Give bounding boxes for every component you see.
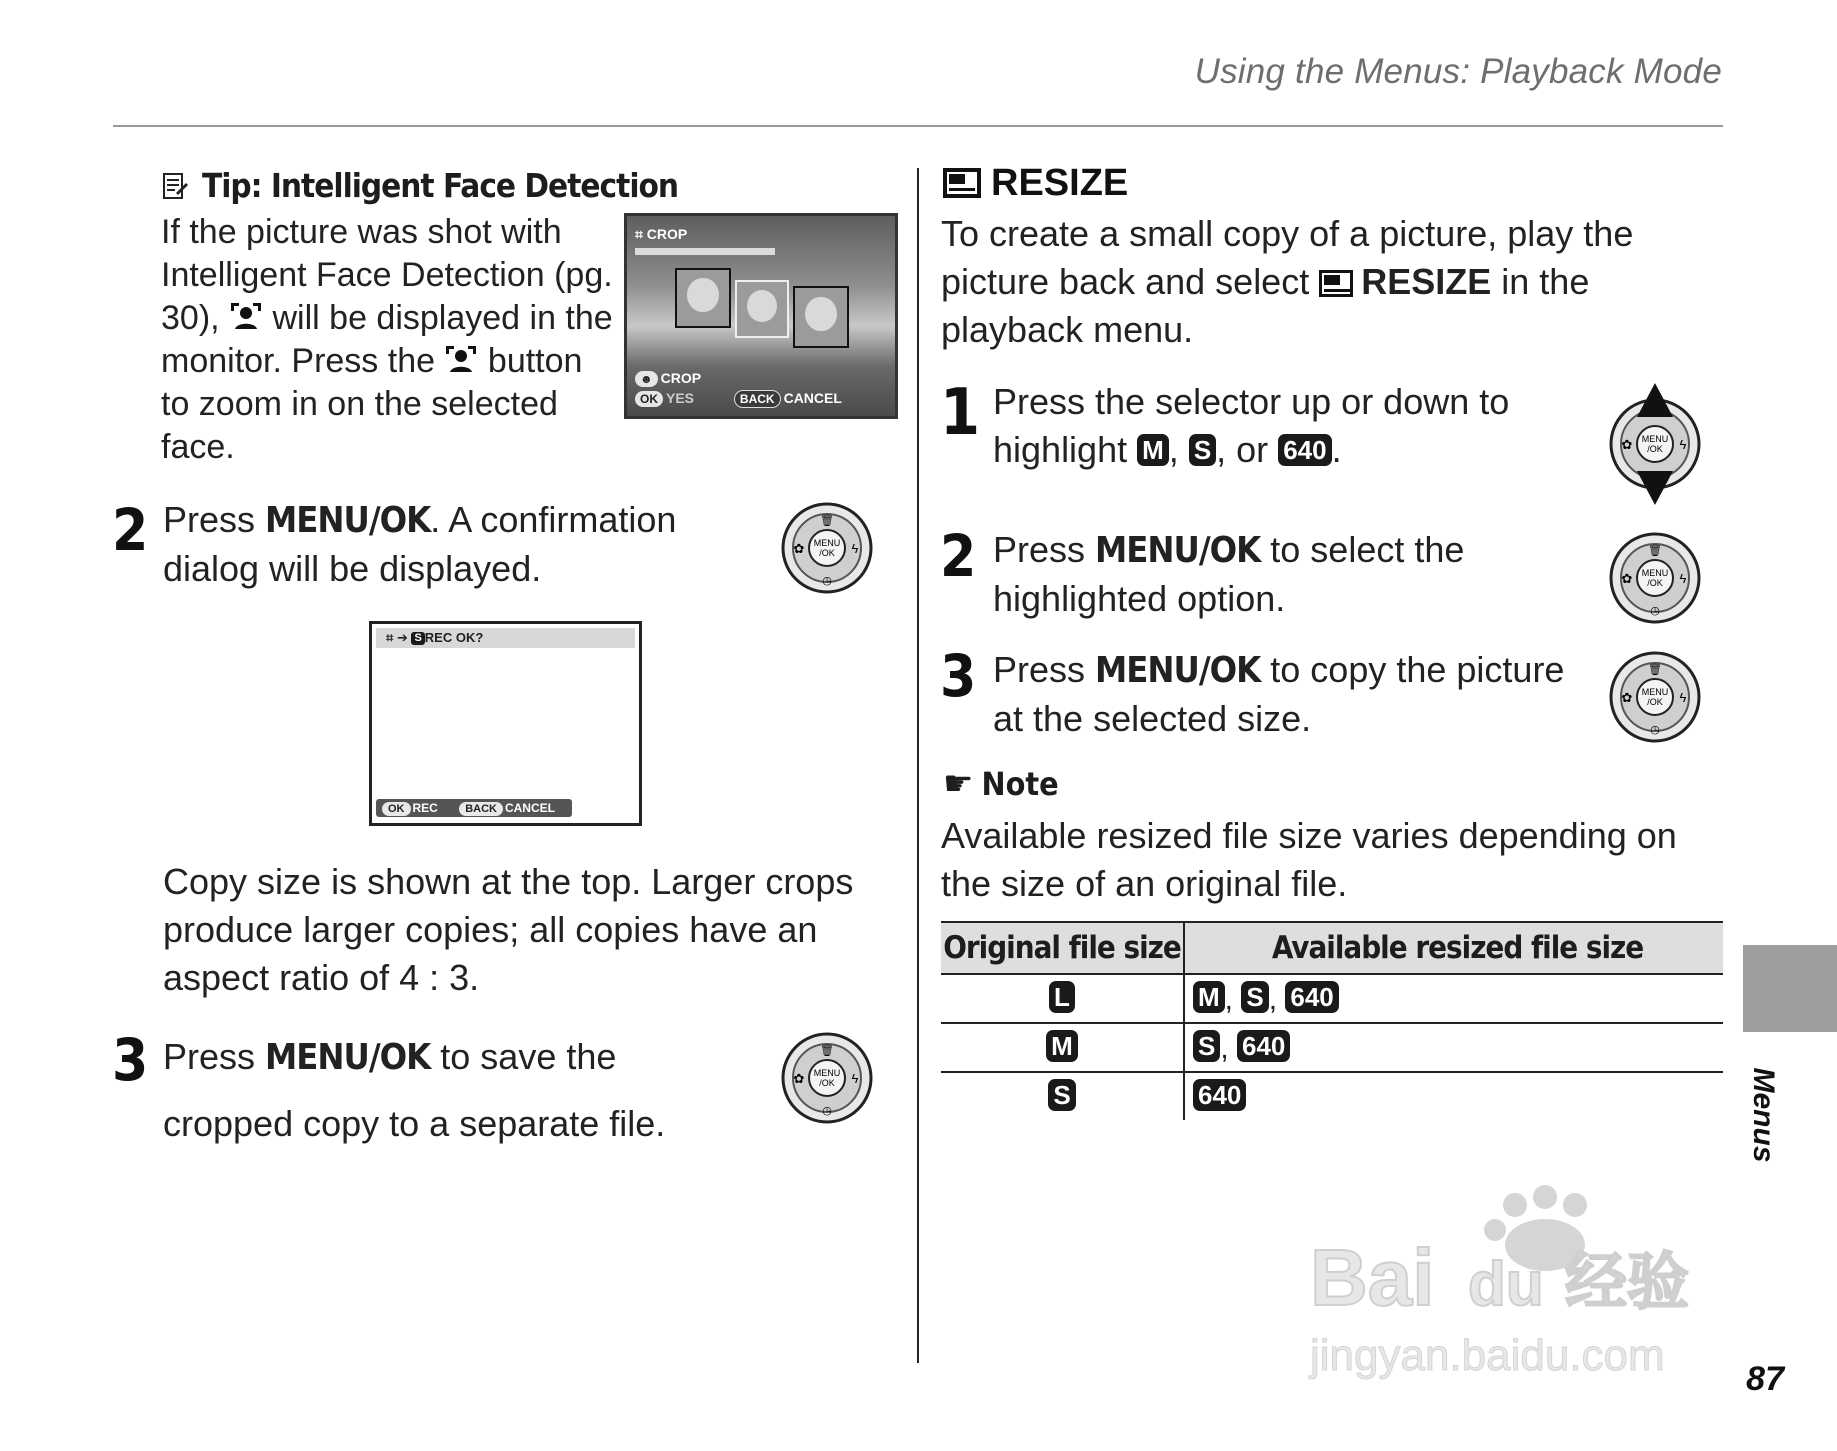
tip-body <box>161 211 616 469</box>
svg-text:MENU: MENU <box>1641 687 1669 697</box>
selector-dial-icon <box>781 1032 873 1124</box>
tip-title: Tip: Intelligent Face Detection <box>202 166 679 205</box>
resize-step-3-text <box>993 646 1593 743</box>
face-key: ☻ <box>635 371 658 387</box>
size-m-badge: M <box>1137 434 1169 466</box>
resize-icon <box>1319 270 1353 297</box>
crop-osd-footer <box>635 390 842 408</box>
dialog-title-bar: ⌗ ➔ S REC OK? <box>376 628 635 648</box>
running-title: Using the Menus: Playback Mode <box>1194 52 1722 91</box>
svg-text:◷: ◷ <box>1650 724 1660 736</box>
resize-icon <box>943 168 981 198</box>
menu-ok-key: MENU/OK <box>1095 530 1261 571</box>
step-3-text <box>163 1024 733 1157</box>
svg-text:ϟ: ϟ <box>851 541 859 556</box>
selector-dial-icon <box>1609 532 1701 624</box>
size-s-badge: S <box>1241 981 1268 1013</box>
step-2-number: 2 <box>112 496 147 564</box>
size-640-badge: 640 <box>1285 981 1338 1013</box>
pointing-hand-icon: ☛ <box>943 765 974 803</box>
size-m-badge: M <box>1046 1030 1078 1062</box>
resize-heading <box>943 162 1128 205</box>
resize-step-1-text: Press the selector up or down to highlight M , S , or 640 . <box>993 381 1510 470</box>
ok-key: OK <box>635 391 663 407</box>
face-detection-icon <box>444 344 478 374</box>
step-3-rest: to copy the picture at the selected size. <box>993 649 1565 739</box>
menu-ok-key: MENU/OK <box>1095 650 1261 691</box>
crop-face-label: CROP <box>660 370 702 386</box>
resize-step-3-number: 3 <box>940 642 975 710</box>
step-3-number: 3 <box>112 1026 147 1094</box>
press-word: Press <box>993 649 1086 690</box>
svg-text:MENU: MENU <box>813 1068 841 1078</box>
selector-dial-icon <box>781 502 873 594</box>
note-title: Note <box>981 765 1059 803</box>
copy-size-paragraph: Copy size is shown at the top. Larger crops produce larger copies; all copies have an aspect ratio of 4 : 3. <box>163 861 854 998</box>
svg-text:/OK: /OK <box>819 1078 835 1088</box>
crop-icon: ⌗ <box>635 226 647 242</box>
size-s-badge: S <box>1193 1030 1220 1062</box>
svg-text:✿: ✿ <box>1621 571 1633 586</box>
header-original: Original file size <box>941 922 1184 974</box>
tip-text-2: will be displayed in the monitor. Press the <box>161 299 613 380</box>
step-3-rest: to save the cropped copy to a separate file. <box>163 1036 666 1144</box>
svg-text:✿: ✿ <box>793 1071 805 1086</box>
size-s-badge: S <box>1189 434 1216 466</box>
step-2-rest: . A confirmation dialog will be displayed. <box>163 499 677 589</box>
size-s-badge: S <box>1048 1079 1075 1111</box>
back-key: BACK <box>734 390 781 408</box>
svg-text:◷: ◷ <box>1650 605 1660 617</box>
cancel-label: CANCEL <box>504 801 555 815</box>
column-divider <box>917 168 919 1363</box>
zoom-bar <box>635 248 775 255</box>
svg-text:🗑: 🗑 <box>820 1045 834 1057</box>
back-key: BACK <box>459 802 503 816</box>
dialog-footer <box>376 799 572 817</box>
svg-text:经验: 经验 <box>1565 1245 1690 1318</box>
svg-text:🗑: 🗑 <box>1648 545 1662 557</box>
svg-text:/OK: /OK <box>1647 444 1663 454</box>
baidu-watermark-logo <box>1300 1175 1740 1385</box>
svg-text:ϟ: ϟ <box>1679 437 1687 452</box>
resize-key: RESIZE <box>1361 261 1492 302</box>
tip-text-1: If the picture was shot with Intelligent Face Detection (pg. 30), <box>161 213 613 337</box>
press-word: Press <box>163 1036 256 1077</box>
size-640-badge: 640 <box>1237 1030 1290 1062</box>
press-word: Press <box>163 499 256 540</box>
menu-ok-key: MENU/OK <box>265 500 431 541</box>
rec-label: REC <box>412 801 438 815</box>
note-heading <box>943 764 1059 804</box>
svg-text:MENU: MENU <box>1641 434 1669 444</box>
svg-text:MENU: MENU <box>813 538 841 548</box>
section-label <box>1733 1055 1793 1175</box>
svg-text:/OK: /OK <box>1647 697 1663 707</box>
face-frame <box>675 268 731 328</box>
menus-section-tab <box>1743 945 1837 1032</box>
resize-step-1-number: 1 <box>940 376 979 450</box>
table-header-row <box>941 922 1723 974</box>
svg-text:◷: ◷ <box>822 1105 832 1117</box>
or-word: , or <box>1216 429 1269 470</box>
table-row: L M , S , 640 <box>941 974 1723 1023</box>
svg-text:✿: ✿ <box>1621 437 1633 452</box>
intro-text-2: in the playback menu. <box>941 261 1590 350</box>
svg-text:jingyan.baidu.com: jingyan.baidu.com <box>1310 1331 1665 1380</box>
header-available: Available resized file size <box>1184 922 1723 974</box>
table-row: M S , 640 <box>941 1023 1723 1072</box>
tip-heading <box>162 166 678 205</box>
svg-text:/OK: /OK <box>819 548 835 558</box>
intro-text-1: To create a small copy of a picture, play the picture back and select <box>941 213 1634 302</box>
table-row <box>941 1072 1723 1120</box>
svg-text:✿: ✿ <box>793 541 805 556</box>
step-1-end: . <box>1331 429 1342 470</box>
menu-ok-key: MENU/OK <box>265 1037 431 1078</box>
svg-text:ϟ: ϟ <box>1679 690 1687 705</box>
tip-icon <box>162 171 188 201</box>
svg-text:du: du <box>1468 1250 1544 1319</box>
crop-top-label: CROP <box>646 226 688 242</box>
svg-text:ϟ: ϟ <box>851 1071 859 1086</box>
crop-screen-illustration <box>624 213 898 419</box>
svg-text:🗑: 🗑 <box>820 515 834 527</box>
face-detection-icon <box>229 301 263 331</box>
size-s-badge: S <box>411 632 424 645</box>
crop-icon: ⌗ <box>386 630 394 645</box>
size-640-badge: 640 <box>1278 434 1331 466</box>
ok-label: YES <box>666 390 695 406</box>
selector-dial-icon <box>1609 651 1701 743</box>
svg-text:🗑: 🗑 <box>1648 664 1662 676</box>
dialog-title: REC OK? <box>424 630 484 645</box>
face-frame <box>793 286 849 348</box>
back-label: CANCEL <box>783 390 842 406</box>
page-number: 87 <box>1746 1360 1784 1398</box>
note-text: Available resized file size varies depending on the size of an original file. <box>941 815 1677 904</box>
svg-text:✿: ✿ <box>1621 690 1633 705</box>
confirmation-dialog-illustration <box>369 621 642 826</box>
ok-key: OK <box>382 802 411 816</box>
selector-up-down-icon <box>1607 381 1703 507</box>
step-2-rest: to select the highlighted option. <box>993 529 1465 619</box>
resize-step-2-text <box>993 526 1513 623</box>
press-word: Press <box>993 529 1086 570</box>
svg-text:Bai: Bai <box>1310 1233 1435 1322</box>
svg-text:/OK: /OK <box>1647 578 1663 588</box>
svg-text:MENU: MENU <box>1641 568 1669 578</box>
face-frame-selected <box>735 280 789 338</box>
size-m-badge: M <box>1193 981 1225 1013</box>
svg-text:ϟ: ϟ <box>1679 571 1687 586</box>
size-l-badge: L <box>1049 981 1075 1013</box>
resize-table <box>941 921 1723 1120</box>
crop-osd-top <box>635 226 687 243</box>
resize-step-2-number: 2 <box>940 522 975 590</box>
svg-text:◷: ◷ <box>822 575 832 587</box>
crop-osd-face <box>635 370 701 387</box>
resize-title: RESIZE <box>991 162 1129 204</box>
step-1-text: Press the selector up or down to highlight <box>993 381 1510 470</box>
section-label-text: Menus <box>1747 1067 1780 1163</box>
tip-text-3: button to zoom in on the selected face. <box>161 342 583 466</box>
step-2-text <box>163 496 703 593</box>
header-rule <box>113 125 1723 127</box>
size-640-badge: 640 <box>1193 1079 1246 1111</box>
resize-intro <box>941 210 1661 354</box>
